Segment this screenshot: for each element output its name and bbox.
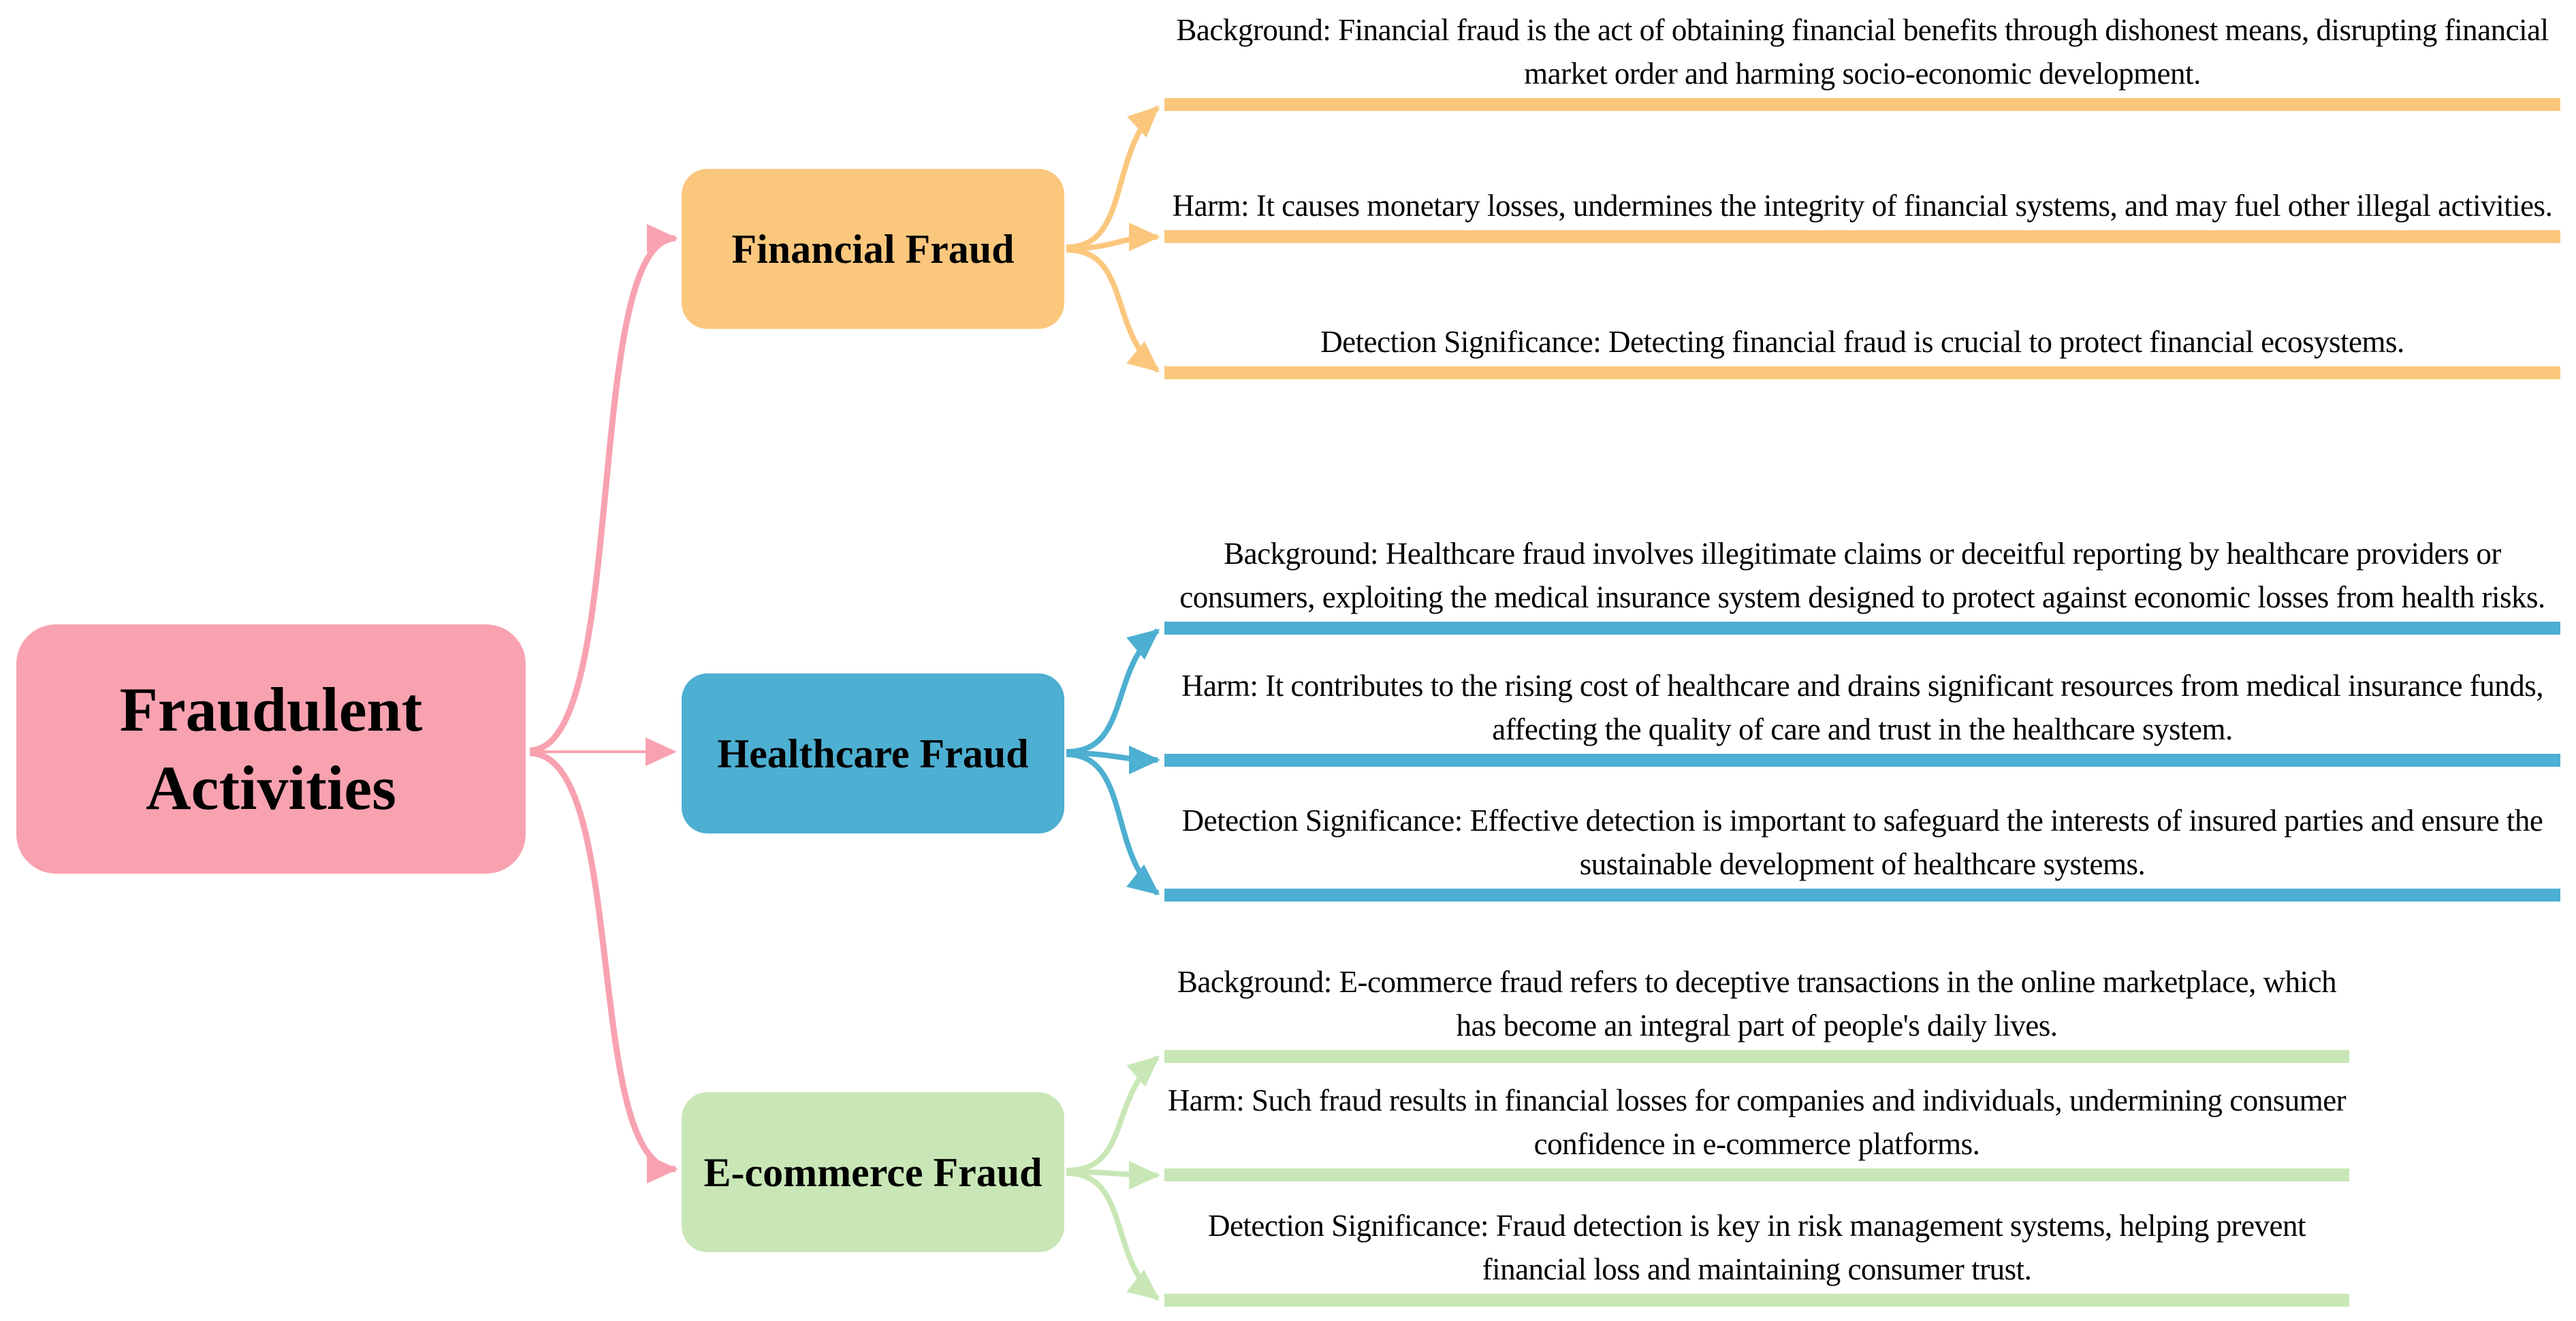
branch-node-financial-fraud: Financial Fraud xyxy=(682,169,1064,329)
connector-ecommerce-to-background xyxy=(1066,1057,1158,1171)
branch-node-ecommerce-fraud: E-commerce Fraud xyxy=(682,1092,1064,1252)
healthcare-background-text: Background: Healthcare fraud involves illegitimate claims or deceitful reporting by healthcare providers or consumers, exploiting the medical insurance system designed to protect against economic losses from health risks. xyxy=(1179,537,2545,614)
healthcare-harm-text: Harm: It contributes to the rising cost of healthcare and drains significant resources from medical insurance funds, affecting the quality of care and trust in the healthcare system. xyxy=(1181,669,2544,746)
ecommerce-harm-text: Harm: Such fraud results in financial losses for companies and individuals, undermining consumer confidence in e-commerce platforms. xyxy=(1167,1083,2347,1161)
financial-background-text: Background: Financial fraud is the act of obtaining financial benefits through dishonest means, disrupting financial market order and harming socio-economic development. xyxy=(1176,13,2549,91)
connector-ecommerce-to-detection xyxy=(1066,1173,1158,1299)
branch-node-healthcare-fraud: Healthcare Fraud xyxy=(682,673,1064,833)
connector-root-to-ecommerce xyxy=(530,753,675,1169)
connector-healthcare-to-detection xyxy=(1066,754,1158,893)
financial-detection-bar xyxy=(1164,366,2560,379)
financial-harm-bar xyxy=(1164,230,2560,243)
healthcare-detection-bar xyxy=(1164,889,2560,902)
root-node-fraudulent-activities: Fraudulent Activities xyxy=(16,624,526,874)
connector-financial-to-detection xyxy=(1066,250,1158,370)
financial-harm-text: Harm: It causes monetary losses, undermines the integrity of financial systems, and may fuel other illegal activities. xyxy=(1172,189,2553,223)
ecommerce-background-bar xyxy=(1164,1050,2349,1063)
connector-root-to-financial xyxy=(530,238,675,750)
financial-background-bar xyxy=(1164,98,2560,111)
ecommerce-detection-bar xyxy=(1164,1294,2349,1307)
ecommerce-detection-text: Detection Significance: Fraud detection is key in risk management systems, helping prevent financial loss and maintaining consumer trust. xyxy=(1207,1209,2306,1286)
ecommerce-harm-bar xyxy=(1164,1168,2349,1181)
healthcare-detection-text: Detection Significance: Effective detection is important to safeguard the interests of insured parties and ensure the sustainable development of healthcare systems. xyxy=(1181,803,2543,881)
healthcare-harm-bar xyxy=(1164,754,2560,767)
connector-healthcare-to-background xyxy=(1066,631,1158,752)
connector-financial-to-background xyxy=(1066,108,1158,247)
ecommerce-background-text: Background: E-commerce fraud refers to deceptive transactions in the online marketplace, which has become an integral part of people's daily lives. xyxy=(1177,965,2337,1043)
financial-detection-text: Detection Significance: Detecting financial fraud is crucial to protect financial ecosystems. xyxy=(1320,325,2404,359)
healthcare-background-bar xyxy=(1164,622,2560,635)
